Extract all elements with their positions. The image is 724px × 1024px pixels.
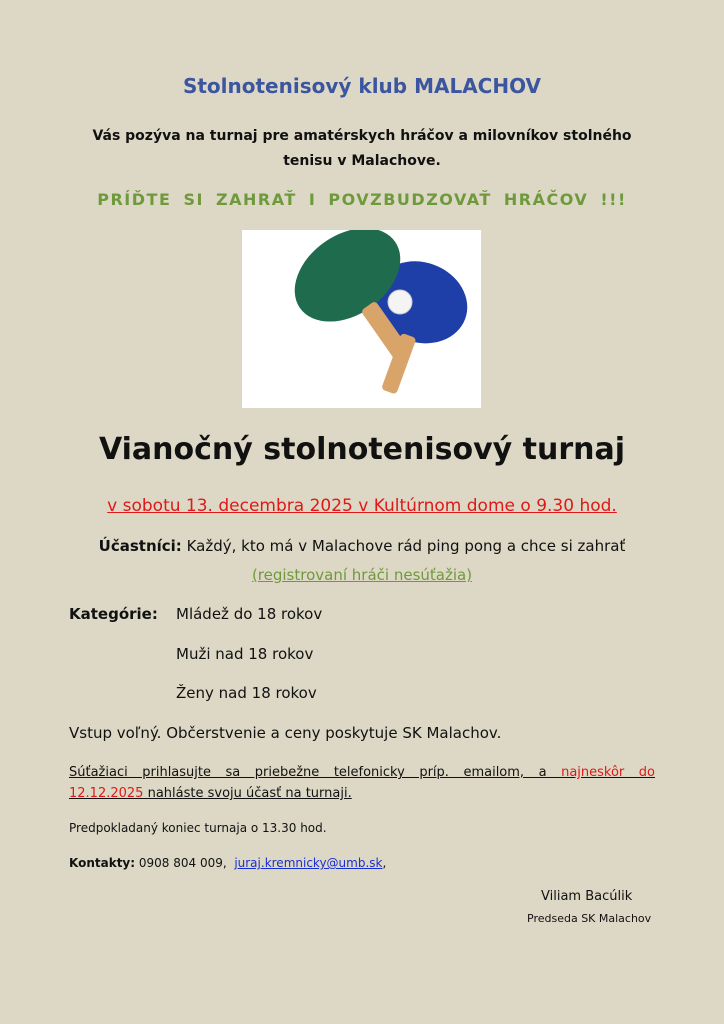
signature-name: Viliam Bacúlik [541, 889, 633, 904]
deadline-text: najneskôr do [561, 765, 655, 780]
category-item: Ženy nad 18 rokov [176, 684, 317, 702]
category-row [69, 645, 314, 663]
contacts [69, 856, 386, 870]
participants-note: (registrovaní hráči nesúťažia) [251, 566, 473, 584]
contacts-label: Kontakty: [69, 856, 136, 870]
participants-label: Účastníci: [98, 537, 182, 555]
contacts-trail: , [382, 856, 387, 870]
participants-line [0, 537, 724, 555]
club-name: Stolnotenisový klub MALACHOV [182, 74, 542, 98]
registration-text: nahláste svoju účasť na turnaji. [147, 786, 352, 801]
category-row [69, 684, 317, 702]
end-time: Predpokladaný koniec turnaja o 13.30 hod. [69, 821, 327, 835]
registration-text: Súťažiaci prihlasujte sa priebežne telefonicky príp. emailom, a [69, 765, 547, 780]
entry-info: Vstup voľný. Občerstvenie a ceny poskytuje SK Malachov. [69, 724, 502, 742]
event-title: Vianočný stolnotenisový turnaj [98, 432, 626, 467]
invitation-text: Vás pozýva na turnaj pre amatérskych hráčov a milovníkov stolného tenisu v Malachove. [92, 128, 632, 169]
participants-text: Každý, kto má v Malachove rád ping pong a chce si zahrať [186, 537, 626, 555]
signature-role: Predseda SK Malachov [527, 912, 652, 925]
category-item: Muži nad 18 rokov [176, 645, 314, 663]
category-item: Mládež do 18 rokov [176, 605, 323, 623]
contact-phone: 0908 804 009, [138, 856, 227, 870]
registration-line-2 [69, 786, 352, 801]
registration-line-1 [69, 760, 655, 786]
deadline-date: 12.12.2025 [69, 786, 144, 801]
ping-pong-paddles-icon [242, 230, 481, 408]
category-row [69, 605, 323, 623]
slogan: PRÍĎTE SI ZAHRAŤ I POVZBUDZOVAŤ HRÁČOV !!! [97, 190, 627, 209]
event-date: v sobotu 13. decembra 2025 v Kultúrnom dome o 9.30 hod. [107, 496, 617, 516]
contact-email-link[interactable]: juraj.kremnicky@umb.sk [234, 856, 383, 870]
categories-label: Kategórie: [69, 605, 158, 623]
